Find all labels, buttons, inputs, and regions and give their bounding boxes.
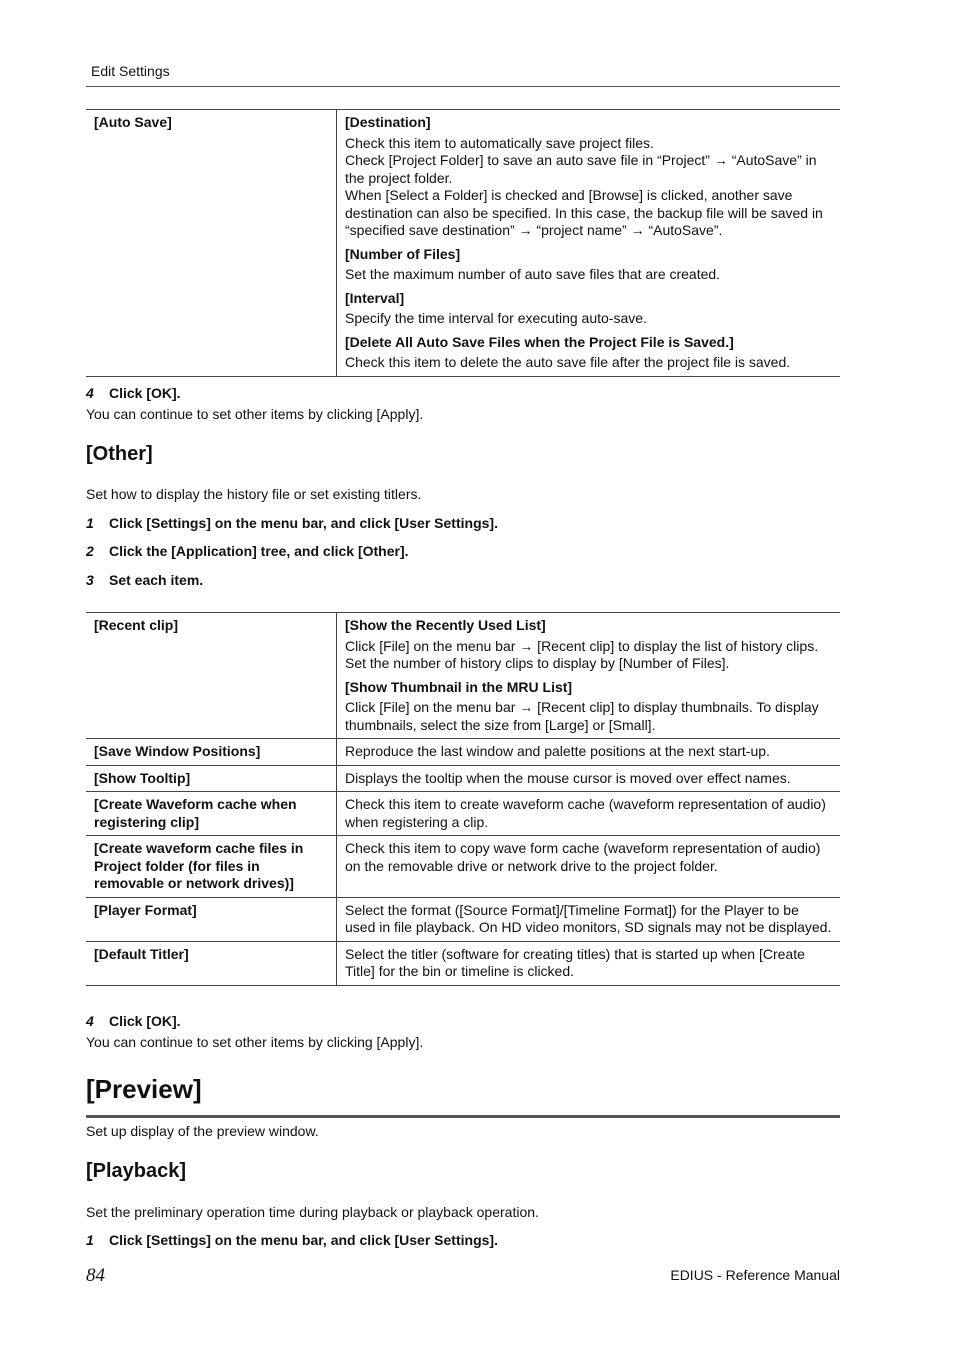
option-block [345, 796, 833, 831]
option-block [345, 617, 833, 673]
auto-save-settings-table [86, 109, 840, 377]
option-text: Reproduce the last window and palette positions at the next start-up. [345, 743, 770, 759]
setting-description [337, 897, 841, 941]
page-number: 84 [86, 1265, 105, 1286]
option-block [345, 770, 833, 788]
apply-note: You can continue to set other items by clicking [Apply]. [86, 406, 424, 422]
section-title-other: [Other] [86, 443, 153, 465]
option-block [345, 246, 833, 284]
option-text: Click [File] on the menu bar → [Recent clip] to display the list of history clips. Set the number of history clips to display by [Number of Files]. [345, 637, 819, 671]
option-text: Check this item to delete the auto save file after the project file is saved. [345, 354, 791, 370]
option-heading: [Destination] [345, 114, 431, 130]
settings-row [86, 792, 840, 836]
other-intro: Set how to display the history file or set existing titlers. [86, 486, 422, 502]
settings-row [86, 110, 840, 377]
setting-description [337, 792, 841, 836]
playback-intro: Set the preliminary operation time during playback or playback operation. [86, 1204, 539, 1220]
preview-intro: Set up display of the preview window. [86, 1123, 319, 1139]
option-block [345, 840, 833, 875]
option-text: Specify the time interval for executing auto-save. [345, 310, 647, 326]
setting-label: [Create Waveform cache when registering clip] [86, 792, 337, 836]
setting-label: [Auto Save] [86, 110, 337, 377]
setting-label: [Default Titler] [86, 941, 337, 985]
option-block [345, 114, 833, 240]
option-heading: [Interval] [345, 289, 405, 306]
settings-row [86, 836, 840, 898]
settings-row [86, 941, 840, 985]
setting-description [337, 765, 841, 792]
other-step-3: 3 Set each item. [86, 572, 204, 588]
other-settings-table [86, 612, 840, 986]
option-block [345, 679, 833, 735]
setting-label: [Player Format] [86, 897, 337, 941]
option-heading: [Number of Files] [345, 245, 461, 262]
option-text: Select the format ([Source Format]/[Timeline Format]) for the Player to be used in file playback. On HD video monitors, SD signals may not be displayed. [345, 901, 832, 935]
section-title-playback: [Playback] [86, 1160, 187, 1182]
settings-row [86, 613, 840, 739]
setting-label: [Save Window Positions] [86, 739, 337, 766]
settings-row [86, 739, 840, 766]
step-click-ok: 4 Click [OK]. [86, 385, 181, 401]
option-block [345, 334, 833, 372]
header-divider [86, 86, 840, 87]
setting-description [337, 739, 841, 766]
section-title-preview: [Preview] [86, 1074, 202, 1104]
setting-label: [Recent clip] [86, 613, 337, 739]
settings-row [86, 765, 840, 792]
option-heading: [Show Thumbnail in the MRU List] [345, 678, 573, 695]
option-text: Check this item to automatically save project files. Check [Project Folder] to save an auto save file in “Project” → “AutoSave” in the project folder. When [Select a Folder] is checked and [Browse] is clicked, another save destination can also be specified. In this case, the backup file will be saved in “specified save destination” → “project name” → “AutoSave”. [345, 134, 823, 238]
option-text: Select the titler (software for creating titles) that is started up when [Create Title] for the bin or timeline is clicked. [345, 945, 805, 979]
settings-row [86, 897, 840, 941]
option-text: Check this item to copy wave form cache (waveform representation of audio) on the removable drive or network drive to the project folder. [345, 840, 821, 874]
option-heading: [Delete All Auto Save Files when the Project File is Saved.] [345, 333, 734, 350]
step-click-ok-2: 4 Click [OK]. [86, 1013, 181, 1029]
running-header: Edit Settings [91, 63, 170, 79]
option-block [345, 946, 833, 981]
option-heading: [Show the Recently Used List] [345, 617, 546, 633]
setting-label: [Create waveform cache files in Project folder (for files in removable or network drives)] [86, 836, 337, 898]
option-text: Check this item to create waveform cache (waveform representation of audio) when registering a clip. [345, 796, 826, 830]
other-step-2: 2 Click the [Application] tree, and click [Other]. [86, 543, 409, 559]
option-text: Displays the tooltip when the mouse cursor is moved over effect names. [345, 769, 791, 786]
manual-title: EDIUS - Reference Manual [670, 1267, 840, 1283]
apply-note-2: You can continue to set other items by clicking [Apply]. [86, 1034, 424, 1050]
option-text: Set the maximum number of auto save files that are created. [345, 266, 721, 282]
option-block [345, 902, 833, 937]
setting-description [337, 613, 841, 739]
preview-heading-rule [86, 1115, 840, 1118]
setting-description [337, 941, 841, 985]
setting-description [337, 836, 841, 898]
other-step-1: 1 Click [Settings] on the menu bar, and click [User Settings]. [86, 515, 498, 531]
playback-step-1: 1 Click [Settings] on the menu bar, and click [User Settings]. [86, 1232, 498, 1248]
setting-label: [Show Tooltip] [86, 765, 337, 792]
option-block [345, 743, 833, 761]
option-text: Click [File] on the menu bar → [Recent clip] to display thumbnails. To display thumbnails, select the size from [Large] or [Small]. [345, 699, 819, 733]
setting-description [337, 110, 841, 377]
option-block [345, 290, 833, 328]
